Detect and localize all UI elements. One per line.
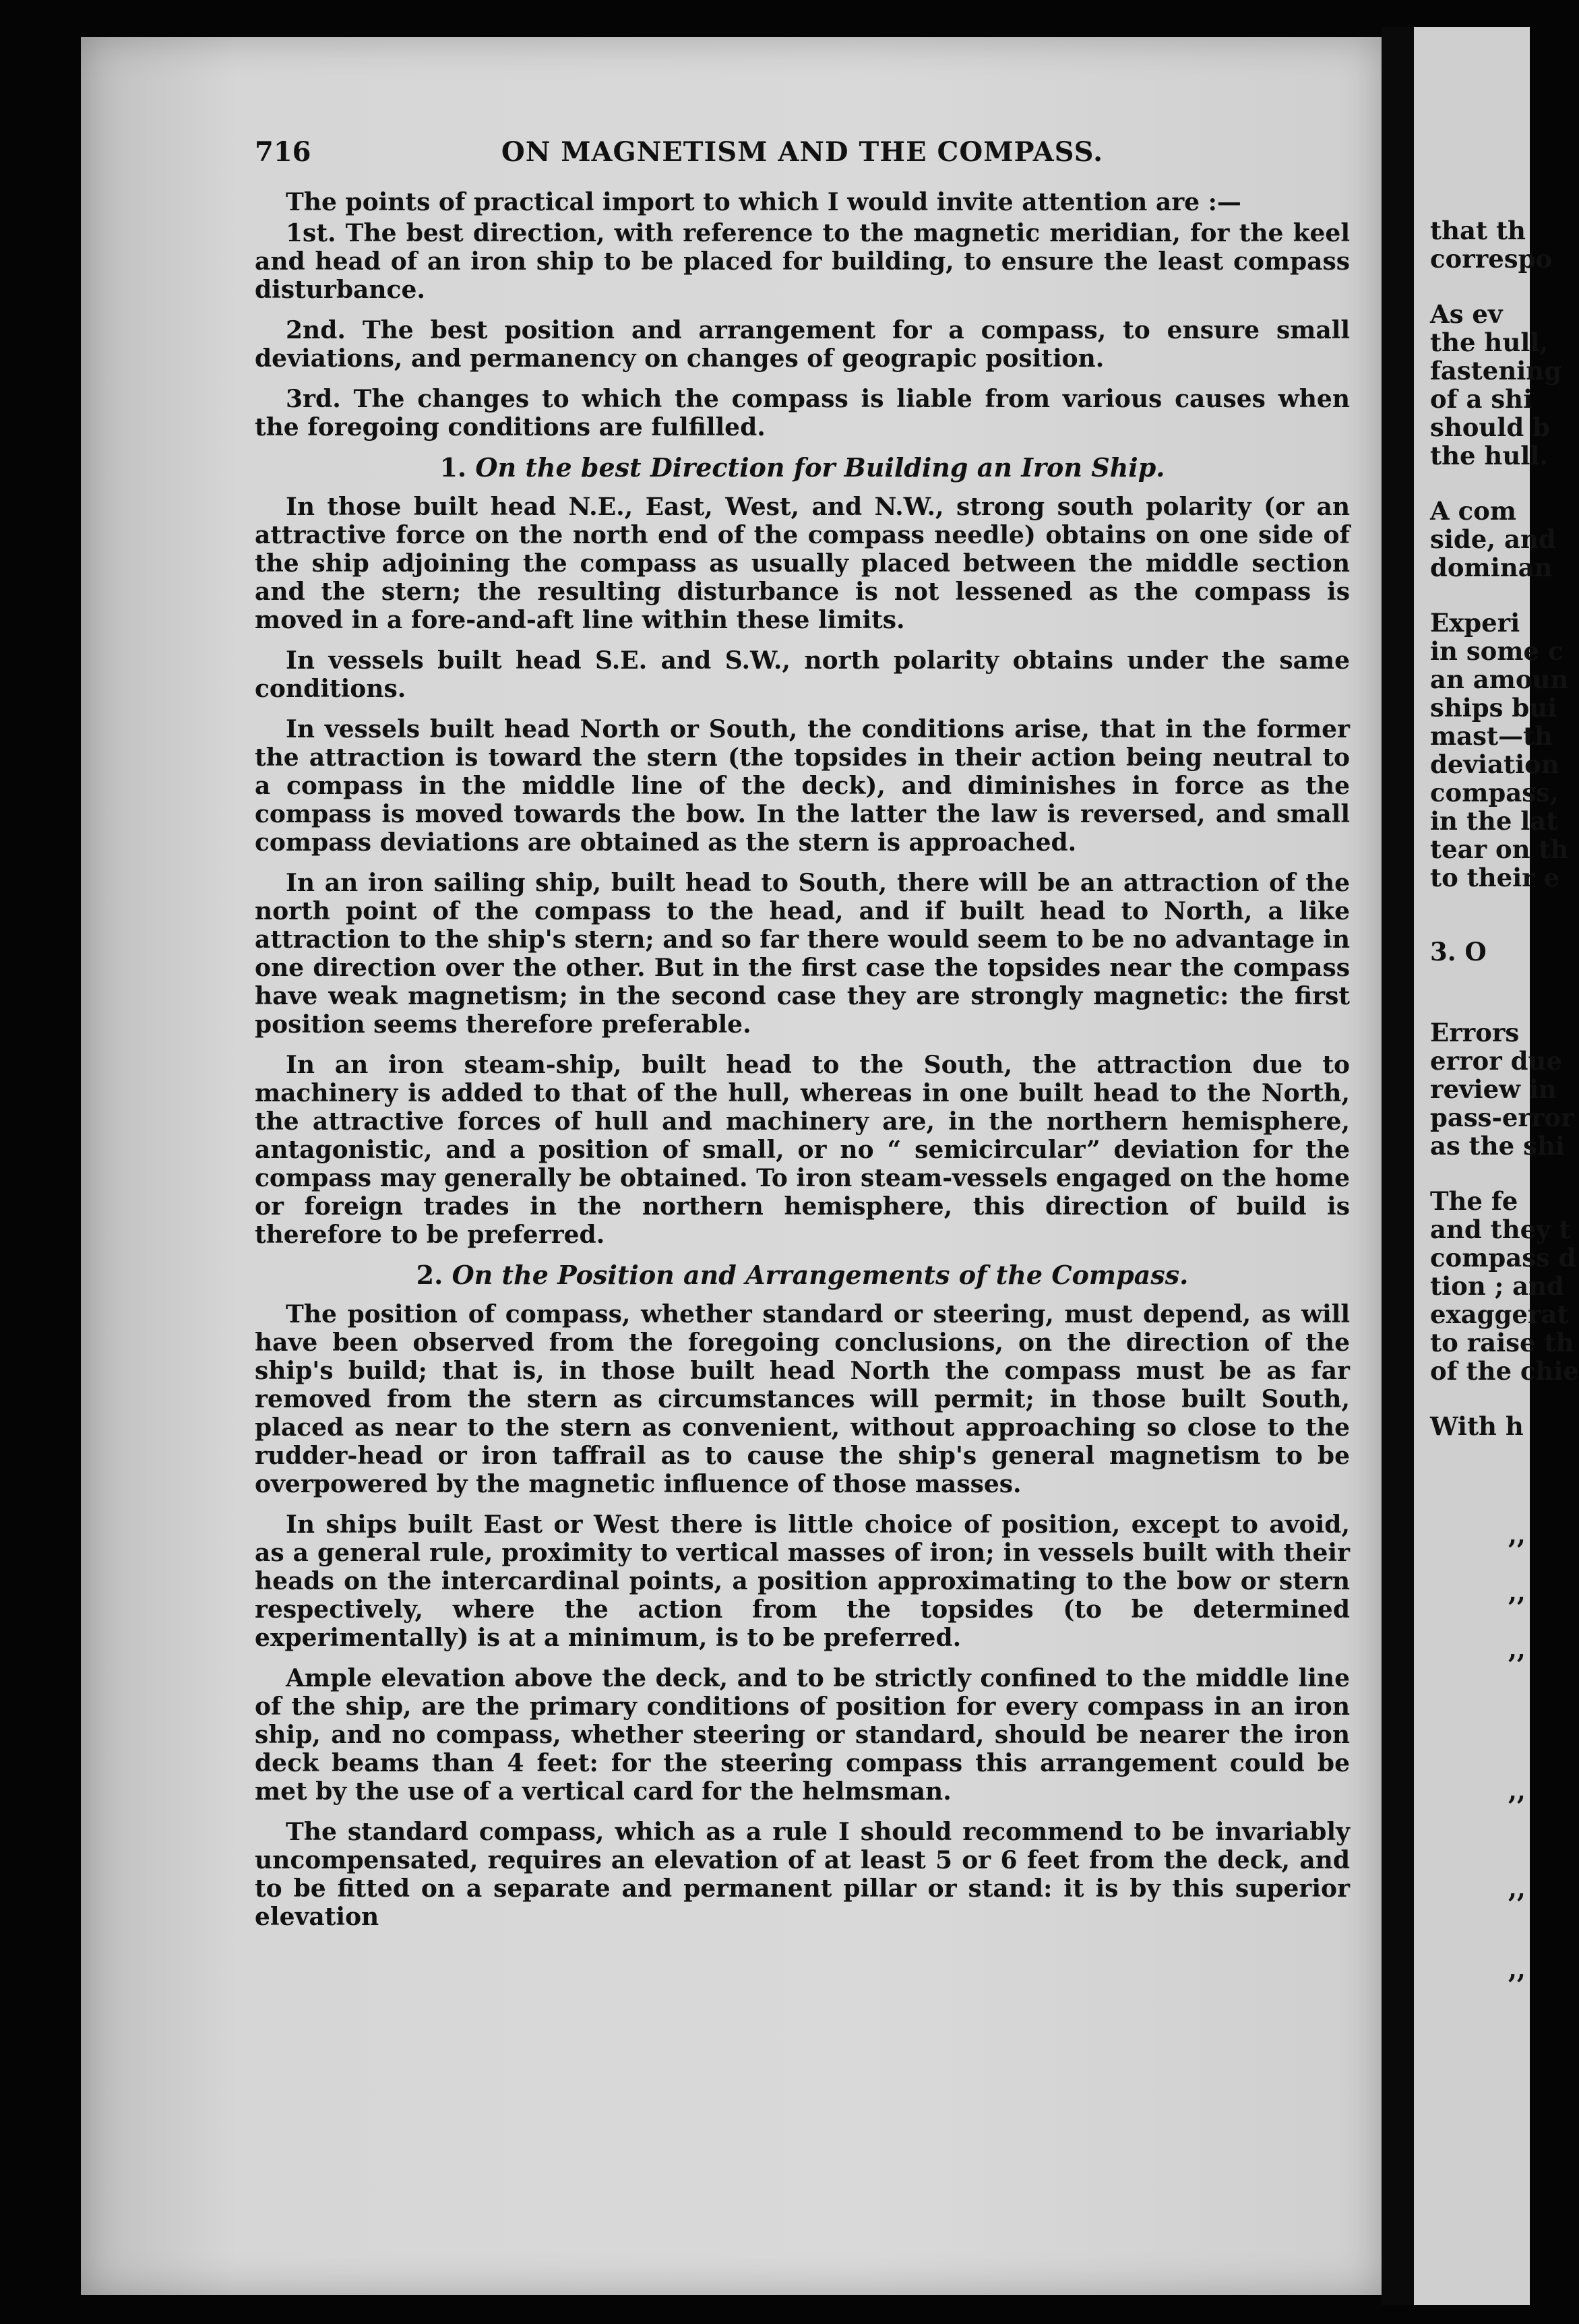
facing-line: an amoun <box>1430 665 1569 694</box>
facing-line: review in <box>1430 1074 1557 1104</box>
section-2-paragraph: Ample elevation above the deck, and to be strictly confined to the middle line of the ship, are the primary conditions of position for every compass in an iron ship, and no compass, whether steering or standard, should be nearer the iron deck beams than 4 feet: for the steering compass this arrangement could be met by the use of a vertical card for the helmsman. <box>255 1664 1350 1806</box>
point-third: 3rd. The changes to which the compass is liable from various causes when the foregoing conditions are fulfilled. <box>255 385 1350 441</box>
facing-line: of a shi <box>1430 384 1533 414</box>
facing-line: tear on th <box>1430 834 1569 864</box>
facing-line: fastening <box>1430 356 1562 386</box>
facing-line: of the chie <box>1430 1356 1579 1386</box>
point-first: 1st. The best direction, with reference to the magnetic meridian, for the keel and head of an iron ship to be placed for building, to ensure the least compass disturbance. <box>255 219 1350 304</box>
facing-line: and they t <box>1430 1215 1571 1244</box>
running-head <box>255 138 1350 179</box>
facing-page <box>1414 27 1579 2305</box>
facing-line: Errors <box>1430 1018 1520 1047</box>
facing-line: the hull. <box>1430 441 1549 470</box>
facing-line: exaggerat <box>1430 1299 1569 1329</box>
facing-line: With h <box>1430 1411 1524 1441</box>
facing-line: in the lat <box>1430 806 1558 836</box>
facing-line: Experi <box>1430 608 1520 638</box>
facing-ditto: ,, <box>1508 1955 1526 1984</box>
section-2-paragraph: The position of compass, whether standard or steering, must depend, as will have been observed from the foregoing conclusions, on the direction of the ship's build; that is, in those built head North the compass must be as far removed from the stern as circumstances will permit; in those built South, placed as near to the stern as convenient, without approaching so close to the rudder-head or iron taffrail as to cause the ship's general magnetism to be overpowered by the magnetic influence of those masses. <box>255 1300 1350 1498</box>
section-2-paragraph: The standard compass, which as a rule I should recommend to be invariably uncompensated, requires an elevation of at least 5 or 6 feet from the deck, and to be fitted on a separate and permanent pillar or stand: it is by this superior elevation <box>255 1818 1350 1931</box>
section-2-heading <box>255 1261 1350 1289</box>
facing-line: to raise th <box>1430 1328 1574 1357</box>
facing-ditto: ,, <box>1508 1520 1526 1550</box>
page-body <box>255 138 1350 1943</box>
facing-line: to their e <box>1430 863 1560 892</box>
facing-line: compass, <box>1430 778 1559 807</box>
facing-ditto: ,, <box>1508 1634 1526 1664</box>
facing-line: pass-error <box>1430 1103 1574 1132</box>
facing-line: side, and <box>1430 524 1556 554</box>
facing-line: should b <box>1430 412 1550 442</box>
page-number: 716 <box>255 136 311 168</box>
section-2-title: On the Position and Arrangements of the Compass. <box>452 1260 1189 1290</box>
facing-line: As ev <box>1430 299 1503 329</box>
facing-ditto: ,, <box>1508 1776 1526 1806</box>
section-1-title: On the best Direction for Building an Iron Ship. <box>475 452 1165 483</box>
section-1-paragraph: In those built head N.E., East, West, and N.W., strong south polarity (or an attractive force on the north end of the compass needle) obtains on one side of the ship adjoining the compass as usually placed between the middle section and the stern; the resulting disturbance is not lessened as the compass is moved in a fore-and-aft line within these limits. <box>255 493 1350 634</box>
section-1-paragraph: In an iron sailing ship, built head to South, there will be an attraction of the north point of the compass to the head, and if built head to North, a like attraction to the ship's stern; and so far there would seem to be no advantage in one direction over the other. But in the first case the topsides near the compass have weak magnetism; in the second case they are strongly magnetic: the first position seems therefore preferable. <box>255 869 1350 1039</box>
section-1-paragraph: In vessels built head North or South, the conditions arise, that in the former the attraction is toward the stern (the topsides in their action being neutral to a compass in the middle line of the deck), and diminishes in force as the compass is moved towards the bow. In the latter the law is reversed, and small compass deviations are obtained as the stern is approached. <box>255 715 1350 857</box>
running-title: ON MAGNETISM AND THE COMPASS. <box>501 136 1104 168</box>
facing-line: dominan <box>1430 553 1553 582</box>
intro-paragraph: The points of practical import to which I would invite attention are :— <box>286 188 1241 216</box>
section-1-number: 1. <box>439 452 467 483</box>
section-1-paragraph: In vessels built head S.E. and S.W., north polarity obtains under the same conditions. <box>255 646 1350 703</box>
facing-line: as the shi <box>1430 1131 1565 1161</box>
section-1-paragraph: In an iron steam-ship, built head to the South, the attraction due to machinery is added to that of the hull, whereas in one built head to the North, the attractive forces of hull and machinery are, in the northern hemisphere, antagonistic, and a position of small, or no “ semicircular” deviation for the compass may generally be obtained. To iron steam-vessels engaged on the home or foreign trades in the northern hemisphere, this direction of build is therefore to be preferred. <box>255 1051 1350 1249</box>
facing-line: A com <box>1430 496 1516 526</box>
facing-line: 3. O <box>1430 937 1487 967</box>
facing-line: the hull, <box>1430 328 1549 357</box>
section-1-heading <box>255 454 1350 482</box>
point-second: 2nd. The best position and arrangement for a compass, to ensure small deviations, and permanency on changes of geograpic position. <box>255 316 1350 373</box>
facing-line: that th <box>1430 216 1526 245</box>
facing-line: in some c <box>1430 636 1563 666</box>
facing-line: ships bui <box>1430 693 1557 723</box>
facing-ditto: ,, <box>1508 1577 1526 1607</box>
section-2-paragraph: In ships built East or West there is little choice of position, except to avoid, as a general rule, proximity to vertical masses of iron; in vessels built with their heads on the intercardinal points, a position approximating to the bow or stern respectively, where the action from the topsides (to be determined experimentally) is at a minimum, is to be preferred. <box>255 1510 1350 1652</box>
facing-line: compass d <box>1430 1243 1576 1273</box>
facing-line: deviation <box>1430 750 1559 779</box>
facing-line: error due <box>1430 1046 1562 1076</box>
facing-line: The fe <box>1430 1186 1518 1216</box>
section-2-number: 2. <box>416 1260 443 1290</box>
book-gutter <box>1382 27 1414 2305</box>
facing-ditto: ,, <box>1508 1874 1526 1903</box>
facing-line: tion ; and <box>1430 1271 1564 1301</box>
facing-line: mast—th <box>1430 721 1553 751</box>
facing-line: correspo <box>1430 244 1553 274</box>
